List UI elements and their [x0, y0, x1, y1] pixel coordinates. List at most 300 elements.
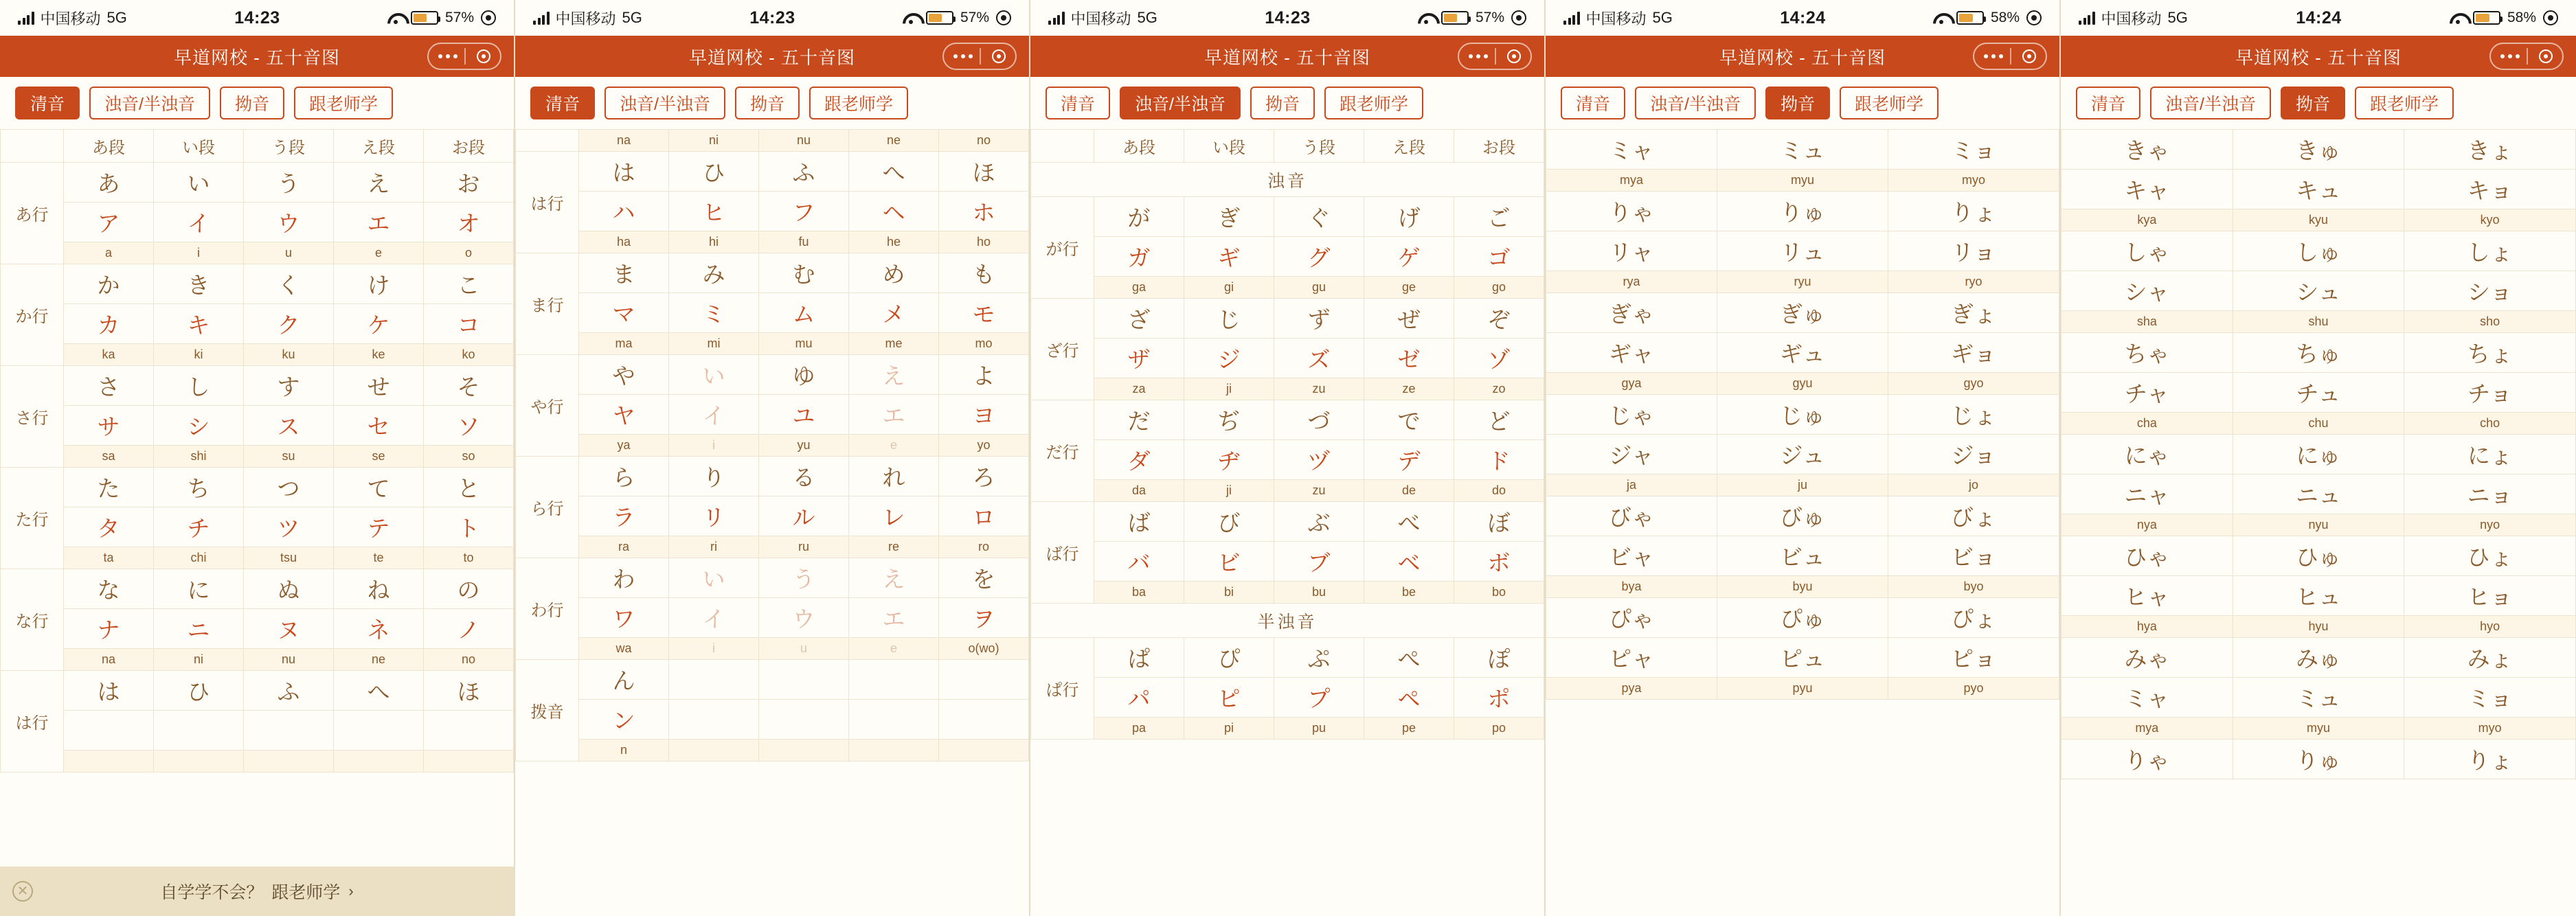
- katakana-cell[interactable]: ジュ: [1717, 435, 1888, 474]
- katakana-cell[interactable]: ソ: [424, 406, 514, 446]
- katakana-cell[interactable]: ビャ: [1546, 536, 1717, 576]
- hiragana-cell[interactable]: じゅ: [1717, 395, 1888, 435]
- katakana-cell[interactable]: エ: [849, 395, 939, 435]
- katakana-cell[interactable]: サ: [64, 406, 154, 446]
- table-scroll-area[interactable]: [1030, 129, 1544, 916]
- katakana-cell[interactable]: ギャ: [1546, 333, 1717, 373]
- hiragana-cell[interactable]: ろ: [939, 457, 1029, 496]
- hiragana-cell[interactable]: づ: [1274, 400, 1364, 440]
- hiragana-cell[interactable]: じゃ: [1546, 395, 1717, 435]
- tab-2[interactable]: 拗音: [1765, 87, 1830, 119]
- hiragana-cell[interactable]: む: [759, 253, 849, 293]
- katakana-cell[interactable]: キ: [154, 304, 244, 344]
- katakana-cell[interactable]: ピュ: [1717, 638, 1888, 678]
- tab-3[interactable]: 跟老师学: [294, 87, 393, 119]
- katakana-cell[interactable]: ヌ: [244, 609, 334, 649]
- hiragana-cell[interactable]: へ: [849, 152, 939, 192]
- more-options-icon[interactable]: [1469, 54, 1488, 58]
- katakana-cell[interactable]: ショ: [2404, 271, 2576, 311]
- hiragana-cell[interactable]: じ: [1184, 299, 1274, 339]
- hiragana-cell[interactable]: ぴゃ: [1546, 598, 1717, 638]
- chevron-right-icon[interactable]: ›: [348, 882, 354, 900]
- hiragana-cell[interactable]: ぴょ: [1888, 598, 2059, 638]
- katakana-cell[interactable]: ダ: [1094, 440, 1184, 480]
- katakana-cell[interactable]: キュ: [2233, 170, 2404, 209]
- hiragana-cell[interactable]: め: [849, 253, 939, 293]
- tab-0[interactable]: 清音: [15, 87, 80, 119]
- romaji-cell: hyo: [2404, 616, 2576, 638]
- katakana-cell[interactable]: ナ: [64, 609, 154, 649]
- more-options-icon[interactable]: [2500, 54, 2520, 58]
- hiragana-cell[interactable]: ふ: [759, 152, 849, 192]
- hiragana-cell[interactable]: ぺ: [1364, 638, 1454, 678]
- katakana-cell[interactable]: ニョ: [2404, 474, 2576, 514]
- table-scroll-area[interactable]: [515, 129, 1029, 916]
- hiragana-cell[interactable]: ちょ: [2404, 333, 2576, 373]
- more-options-icon[interactable]: [438, 54, 457, 58]
- katakana-cell[interactable]: チュ: [2233, 373, 2404, 413]
- hiragana-cell[interactable]: ぼ: [1454, 502, 1544, 542]
- hiragana-cell[interactable]: け: [334, 264, 424, 304]
- katakana-cell[interactable]: イ: [154, 203, 244, 242]
- mini-program-capsule[interactable]: [427, 43, 501, 70]
- katakana-cell[interactable]: ピャ: [1546, 638, 1717, 678]
- hiragana-cell[interactable]: あ: [64, 163, 154, 203]
- promo-link[interactable]: 跟老师学: [271, 883, 341, 902]
- katakana-cell[interactable]: ボ: [1454, 542, 1544, 582]
- katakana-cell[interactable]: [669, 700, 759, 740]
- hiragana-cell[interactable]: え: [334, 163, 424, 203]
- katakana-cell[interactable]: タ: [64, 507, 154, 547]
- katakana-cell[interactable]: ド: [1454, 440, 1544, 480]
- hiragana-cell[interactable]: ぶ: [1274, 502, 1364, 542]
- hiragana-cell[interactable]: [939, 660, 1029, 700]
- katakana-cell[interactable]: ゴ: [1454, 237, 1544, 277]
- katakana-cell[interactable]: シャ: [2061, 271, 2233, 311]
- katakana-cell[interactable]: ヒ: [669, 192, 759, 231]
- katakana-cell[interactable]: ヤ: [579, 395, 669, 435]
- hiragana-cell[interactable]: た: [64, 468, 154, 507]
- hiragana-cell[interactable]: ら: [579, 457, 669, 496]
- katakana-cell[interactable]: [759, 700, 849, 740]
- hiragana-cell[interactable]: び: [1184, 502, 1274, 542]
- katakana-cell[interactable]: ヘ: [849, 192, 939, 231]
- katakana-cell[interactable]: ネ: [334, 609, 424, 649]
- hiragana-cell[interactable]: そ: [424, 366, 514, 406]
- hiragana-cell[interactable]: ち: [154, 468, 244, 507]
- close-mini-program-icon[interactable]: [2022, 49, 2036, 63]
- katakana-cell[interactable]: ギュ: [1717, 333, 1888, 373]
- hiragana-cell[interactable]: りょ: [1888, 192, 2059, 231]
- hiragana-cell[interactable]: にゃ: [2061, 435, 2233, 474]
- katakana-cell[interactable]: イ: [669, 395, 759, 435]
- katakana-cell[interactable]: エ: [849, 598, 939, 638]
- tab-2[interactable]: 拗音: [2281, 87, 2345, 119]
- hiragana-cell[interactable]: しょ: [2404, 231, 2576, 271]
- hiragana-cell[interactable]: ぎゅ: [1717, 293, 1888, 333]
- katakana-cell[interactable]: ノ: [424, 609, 514, 649]
- hiragana-cell[interactable]: りゅ: [2233, 740, 2404, 779]
- katakana-cell[interactable]: ゾ: [1454, 339, 1544, 378]
- katakana-cell[interactable]: ギョ: [1888, 333, 2059, 373]
- katakana-cell[interactable]: ヨ: [939, 395, 1029, 435]
- hiragana-cell[interactable]: ぎ: [1184, 197, 1274, 237]
- katakana-cell[interactable]: ニ: [154, 609, 244, 649]
- hiragana-cell[interactable]: ぴゅ: [1717, 598, 1888, 638]
- katakana-cell[interactable]: バ: [1094, 542, 1184, 582]
- tab-1[interactable]: 浊音/半浊音: [2150, 87, 2271, 119]
- katakana-cell[interactable]: ヲ: [939, 598, 1029, 638]
- hiragana-cell[interactable]: う: [244, 163, 334, 203]
- katakana-cell[interactable]: シ: [154, 406, 244, 446]
- hiragana-cell[interactable]: で: [1364, 400, 1454, 440]
- hiragana-cell[interactable]: にゅ: [2233, 435, 2404, 474]
- table-scroll-area[interactable]: [0, 129, 514, 916]
- mini-program-capsule[interactable]: [1973, 43, 2047, 70]
- tab-2[interactable]: 拗音: [735, 87, 800, 119]
- hiragana-cell[interactable]: り: [669, 457, 759, 496]
- katakana-cell[interactable]: ジョ: [1888, 435, 2059, 474]
- katakana-cell[interactable]: カ: [64, 304, 154, 344]
- hiragana-cell[interactable]: じょ: [1888, 395, 2059, 435]
- hiragana-cell[interactable]: びょ: [1888, 496, 2059, 536]
- katakana-cell[interactable]: ゼ: [1364, 339, 1454, 378]
- katakana-cell[interactable]: ジ: [1184, 339, 1274, 378]
- kana-row-hiragana: [1546, 395, 2059, 435]
- katakana-cell[interactable]: ヒュ: [2233, 576, 2404, 616]
- katakana-cell[interactable]: ブ: [1274, 542, 1364, 582]
- katakana-cell[interactable]: ミャ: [1546, 130, 1717, 170]
- katakana-cell[interactable]: キャ: [2061, 170, 2233, 209]
- hiragana-cell[interactable]: ゆ: [759, 355, 849, 395]
- hiragana-cell[interactable]: ね: [334, 569, 424, 609]
- katakana-cell[interactable]: キョ: [2404, 170, 2576, 209]
- katakana-cell[interactable]: ワ: [579, 598, 669, 638]
- katakana-cell[interactable]: ヒョ: [2404, 576, 2576, 616]
- katakana-cell[interactable]: シュ: [2233, 271, 2404, 311]
- katakana-cell[interactable]: [334, 711, 424, 751]
- katakana-cell[interactable]: ザ: [1094, 339, 1184, 378]
- katakana-cell[interactable]: ニュ: [2233, 474, 2404, 514]
- hiragana-cell[interactable]: え: [849, 558, 939, 598]
- katakana-cell[interactable]: [939, 700, 1029, 740]
- katakana-cell[interactable]: ユ: [759, 395, 849, 435]
- tab-1[interactable]: 浊音/半浊音: [1120, 87, 1241, 119]
- hiragana-cell[interactable]: ちゃ: [2061, 333, 2233, 373]
- hiragana-cell[interactable]: ざ: [1094, 299, 1184, 339]
- katakana-cell[interactable]: モ: [939, 293, 1029, 333]
- hiragana-cell[interactable]: こ: [424, 264, 514, 304]
- katakana-cell[interactable]: ビュ: [1717, 536, 1888, 576]
- tab-2[interactable]: 拗音: [220, 87, 284, 119]
- katakana-cell[interactable]: ポ: [1454, 678, 1544, 718]
- hiragana-cell[interactable]: ほ: [424, 671, 514, 711]
- hiragana-cell[interactable]: [759, 660, 849, 700]
- hiragana-cell[interactable]: は: [64, 671, 154, 711]
- tab-3[interactable]: 跟老师学: [2355, 87, 2454, 119]
- tab-1[interactable]: 浊音/半浊音: [89, 87, 210, 119]
- katakana-cell[interactable]: ギ: [1184, 237, 1274, 277]
- katakana-cell[interactable]: [849, 700, 939, 740]
- tab-0[interactable]: 清音: [1561, 87, 1625, 119]
- hiragana-cell[interactable]: れ: [849, 457, 939, 496]
- katakana-cell[interactable]: [154, 711, 244, 751]
- more-options-icon[interactable]: [1984, 54, 2003, 58]
- carrier-label: 中国移动: [40, 10, 101, 27]
- hiragana-cell[interactable]: つ: [244, 468, 334, 507]
- romaji-cell: jo: [1888, 474, 2059, 496]
- hiragana-cell[interactable]: びゅ: [1717, 496, 1888, 536]
- hiragana-cell[interactable]: ん: [579, 660, 669, 700]
- hiragana-cell[interactable]: ちゅ: [2233, 333, 2404, 373]
- hiragana-cell[interactable]: ば: [1094, 502, 1184, 542]
- katakana-cell[interactable]: ミャ: [2061, 678, 2233, 718]
- katakana-cell[interactable]: ミョ: [2404, 678, 2576, 718]
- hiragana-cell[interactable]: ぎゃ: [1546, 293, 1717, 333]
- katakana-cell[interactable]: ル: [759, 496, 849, 536]
- kana-row-katakana: [2061, 373, 2576, 413]
- katakana-cell[interactable]: パ: [1094, 678, 1184, 718]
- promo-bar[interactable]: [0, 867, 514, 916]
- hiragana-cell[interactable]: ご: [1454, 197, 1544, 237]
- hiragana-cell[interactable]: ひゃ: [2061, 536, 2233, 576]
- hiragana-cell[interactable]: も: [939, 253, 1029, 293]
- promo-text: 自学学不会？: [160, 883, 264, 902]
- katakana-cell[interactable]: コ: [424, 304, 514, 344]
- hiragana-cell[interactable]: きょ: [2404, 130, 2576, 170]
- tab-0[interactable]: 清音: [2076, 87, 2140, 119]
- mini-program-capsule[interactable]: [2489, 43, 2564, 70]
- katakana-cell[interactable]: オ: [424, 203, 514, 242]
- katakana-cell[interactable]: ヒャ: [2061, 576, 2233, 616]
- hiragana-cell[interactable]: と: [424, 468, 514, 507]
- katakana-cell[interactable]: ヂ: [1184, 440, 1274, 480]
- hiragana-cell[interactable]: う: [759, 558, 849, 598]
- hiragana-cell[interactable]: る: [759, 457, 849, 496]
- battery-percent-label: 57%: [1475, 10, 1504, 25]
- katakana-cell[interactable]: ハ: [579, 192, 669, 231]
- katakana-cell[interactable]: マ: [579, 293, 669, 333]
- katakana-cell[interactable]: デ: [1364, 440, 1454, 480]
- katakana-cell[interactable]: ア: [64, 203, 154, 242]
- hiragana-cell[interactable]: い: [669, 355, 759, 395]
- katakana-cell[interactable]: ロ: [939, 496, 1029, 536]
- hiragana-cell[interactable]: べ: [1364, 502, 1454, 542]
- katakana-cell[interactable]: ミュ: [1717, 130, 1888, 170]
- katakana-cell[interactable]: ラ: [579, 496, 669, 536]
- katakana-cell[interactable]: リョ: [1888, 231, 2059, 271]
- katakana-cell[interactable]: ホ: [939, 192, 1029, 231]
- hiragana-cell[interactable]: ま: [579, 253, 669, 293]
- katakana-cell[interactable]: メ: [849, 293, 939, 333]
- hiragana-cell[interactable]: ぜ: [1364, 299, 1454, 339]
- romaji-cell: o(wo): [939, 638, 1029, 660]
- hiragana-cell[interactable]: お: [424, 163, 514, 203]
- hiragana-cell[interactable]: す: [244, 366, 334, 406]
- hiragana-cell[interactable]: にょ: [2404, 435, 2576, 474]
- romaji-cell: [334, 751, 424, 772]
- hiragana-cell[interactable]: げ: [1364, 197, 1454, 237]
- hiragana-cell[interactable]: よ: [939, 355, 1029, 395]
- katakana-cell[interactable]: ジャ: [1546, 435, 1717, 474]
- kana-row-hiragana: [1, 569, 514, 609]
- hiragana-cell[interactable]: みゅ: [2233, 638, 2404, 678]
- hiragana-cell[interactable]: は: [579, 152, 669, 192]
- hiragana-cell[interactable]: ぢ: [1184, 400, 1274, 440]
- katakana-cell[interactable]: リュ: [1717, 231, 1888, 271]
- katakana-cell[interactable]: ゲ: [1364, 237, 1454, 277]
- hiragana-cell[interactable]: な: [64, 569, 154, 609]
- hiragana-cell[interactable]: ひょ: [2404, 536, 2576, 576]
- katakana-cell[interactable]: ペ: [1364, 678, 1454, 718]
- hiragana-cell[interactable]: み: [669, 253, 759, 293]
- katakana-cell[interactable]: ヅ: [1274, 440, 1364, 480]
- katakana-cell[interactable]: ニャ: [2061, 474, 2233, 514]
- hiragana-cell[interactable]: が: [1094, 197, 1184, 237]
- hiragana-cell[interactable]: ぴ: [1184, 638, 1274, 678]
- hiragana-cell[interactable]: みょ: [2404, 638, 2576, 678]
- katakana-cell[interactable]: ミュ: [2233, 678, 2404, 718]
- close-mini-program-icon[interactable]: [477, 49, 490, 63]
- katakana-cell[interactable]: [244, 711, 334, 751]
- hiragana-cell[interactable]: く: [244, 264, 334, 304]
- tab-3[interactable]: 跟老师学: [809, 87, 908, 119]
- hiragana-cell[interactable]: ぞ: [1454, 299, 1544, 339]
- page-title: 早道网校 - 五十音图: [1719, 47, 1886, 68]
- hiragana-cell[interactable]: ぽ: [1454, 638, 1544, 678]
- katakana-cell[interactable]: グ: [1274, 237, 1364, 277]
- kana-row-katakana: [1, 711, 514, 751]
- katakana-cell[interactable]: ベ: [1364, 542, 1454, 582]
- hiragana-cell[interactable]: ぬ: [244, 569, 334, 609]
- katakana-cell[interactable]: ト: [424, 507, 514, 547]
- katakana-cell[interactable]: ツ: [244, 507, 334, 547]
- hiragana-cell[interactable]: に: [154, 569, 244, 609]
- hiragana-cell[interactable]: へ: [334, 671, 424, 711]
- hiragana-cell[interactable]: て: [334, 468, 424, 507]
- tab-3[interactable]: 跟老师学: [1324, 87, 1423, 119]
- hiragana-cell[interactable]: りゃ: [2061, 740, 2233, 779]
- tab-0[interactable]: 清音: [530, 87, 595, 119]
- katakana-cell[interactable]: チョ: [2404, 373, 2576, 413]
- katakana-cell[interactable]: [424, 711, 514, 751]
- hiragana-cell[interactable]: き: [154, 264, 244, 304]
- katakana-cell[interactable]: プ: [1274, 678, 1364, 718]
- close-promo-icon[interactable]: ✕: [12, 881, 33, 902]
- katakana-cell[interactable]: ピョ: [1888, 638, 2059, 678]
- hiragana-cell[interactable]: い: [154, 163, 244, 203]
- katakana-cell[interactable]: フ: [759, 192, 849, 231]
- katakana-cell[interactable]: レ: [849, 496, 939, 536]
- hiragana-cell[interactable]: ひ: [669, 152, 759, 192]
- katakana-cell[interactable]: チ: [154, 507, 244, 547]
- hiragana-cell[interactable]: ふ: [244, 671, 334, 711]
- romaji-cell: kyu: [2233, 209, 2404, 231]
- hiragana-cell[interactable]: きゅ: [2233, 130, 2404, 170]
- hiragana-cell[interactable]: ひ: [154, 671, 244, 711]
- mini-program-capsule[interactable]: [1458, 43, 1532, 70]
- katakana-cell[interactable]: ピ: [1184, 678, 1274, 718]
- katakana-cell[interactable]: リ: [669, 496, 759, 536]
- hiragana-cell[interactable]: せ: [334, 366, 424, 406]
- katakana-cell[interactable]: セ: [334, 406, 424, 446]
- katakana-cell[interactable]: ウ: [244, 203, 334, 242]
- katakana-cell[interactable]: ウ: [759, 598, 849, 638]
- hiragana-cell[interactable]: びゃ: [1546, 496, 1717, 536]
- katakana-cell[interactable]: ビ: [1184, 542, 1274, 582]
- hiragana-cell[interactable]: しゃ: [2061, 231, 2233, 271]
- hiragana-cell[interactable]: りょ: [2404, 740, 2576, 779]
- hiragana-cell[interactable]: の: [424, 569, 514, 609]
- hiragana-cell[interactable]: しゅ: [2233, 231, 2404, 271]
- katakana-cell[interactable]: [64, 711, 154, 751]
- table-scroll-area[interactable]: [1546, 129, 2059, 916]
- tab-0[interactable]: 清音: [1046, 87, 1110, 119]
- hiragana-cell[interactable]: ほ: [939, 152, 1029, 192]
- table-scroll-area[interactable]: [2061, 129, 2576, 916]
- katakana-cell[interactable]: ム: [759, 293, 849, 333]
- close-mini-program-icon[interactable]: [992, 49, 1006, 63]
- katakana-cell[interactable]: チャ: [2061, 373, 2233, 413]
- close-mini-program-icon[interactable]: [2539, 49, 2553, 63]
- hiragana-cell[interactable]: だ: [1094, 400, 1184, 440]
- tab-1[interactable]: 浊音/半浊音: [605, 87, 725, 119]
- hiragana-cell[interactable]: や: [579, 355, 669, 395]
- hiragana-cell[interactable]: さ: [64, 366, 154, 406]
- hiragana-cell[interactable]: みゃ: [2061, 638, 2233, 678]
- katakana-cell[interactable]: ン: [579, 700, 669, 740]
- hiragana-cell[interactable]: [849, 660, 939, 700]
- katakana-cell[interactable]: テ: [334, 507, 424, 547]
- hiragana-cell[interactable]: か: [64, 264, 154, 304]
- hiragana-cell[interactable]: りゅ: [1717, 192, 1888, 231]
- hiragana-cell[interactable]: きゃ: [2061, 130, 2233, 170]
- katakana-cell[interactable]: リャ: [1546, 231, 1717, 271]
- hiragana-cell[interactable]: え: [849, 355, 939, 395]
- hiragana-cell[interactable]: し: [154, 366, 244, 406]
- katakana-cell[interactable]: ス: [244, 406, 334, 446]
- tab-1[interactable]: 浊音/半浊音: [1635, 87, 1756, 119]
- hiragana-cell[interactable]: ぷ: [1274, 638, 1364, 678]
- katakana-cell[interactable]: ビョ: [1888, 536, 2059, 576]
- hiragana-cell[interactable]: ひゅ: [2233, 536, 2404, 576]
- hiragana-cell[interactable]: ぎょ: [1888, 293, 2059, 333]
- more-options-icon[interactable]: [953, 54, 973, 58]
- hiragana-cell[interactable]: ど: [1454, 400, 1544, 440]
- katakana-cell[interactable]: ズ: [1274, 339, 1364, 378]
- mini-program-capsule[interactable]: [942, 43, 1017, 70]
- hiragana-cell[interactable]: ぐ: [1274, 197, 1364, 237]
- tab-2[interactable]: 拗音: [1250, 87, 1315, 119]
- hiragana-cell[interactable]: を: [939, 558, 1029, 598]
- katakana-cell[interactable]: イ: [669, 598, 759, 638]
- katakana-cell[interactable]: ケ: [334, 304, 424, 344]
- hiragana-cell[interactable]: い: [669, 558, 759, 598]
- katakana-cell[interactable]: ミ: [669, 293, 759, 333]
- katakana-cell[interactable]: ガ: [1094, 237, 1184, 277]
- hiragana-cell[interactable]: ず: [1274, 299, 1364, 339]
- hiragana-cell[interactable]: [669, 660, 759, 700]
- kana-row-katakana: [2061, 576, 2576, 616]
- hiragana-cell[interactable]: りゃ: [1546, 192, 1717, 231]
- hiragana-cell[interactable]: わ: [579, 558, 669, 598]
- tab-3[interactable]: 跟老师学: [1840, 87, 1939, 119]
- katakana-cell[interactable]: エ: [334, 203, 424, 242]
- katakana-cell[interactable]: ミョ: [1888, 130, 2059, 170]
- hiragana-cell[interactable]: ぱ: [1094, 638, 1184, 678]
- katakana-cell[interactable]: ク: [244, 304, 334, 344]
- close-mini-program-icon[interactable]: [1507, 49, 1521, 63]
